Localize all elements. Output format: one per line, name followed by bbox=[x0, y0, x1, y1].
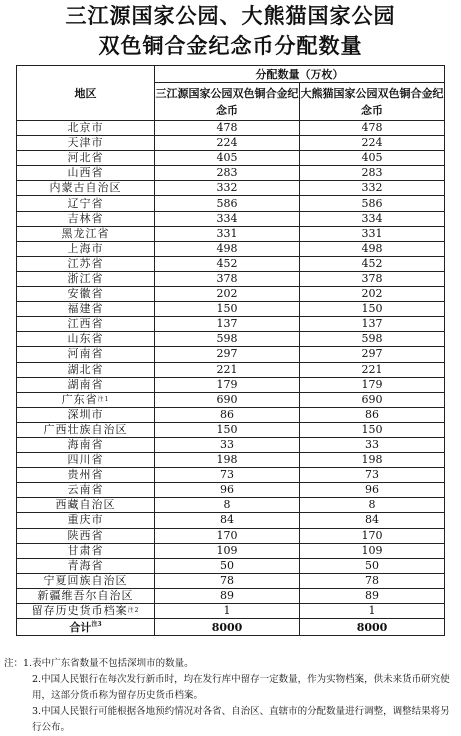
footnotes bbox=[4, 656, 459, 736]
giant-panda-quantity-cell: 405 bbox=[300, 151, 445, 166]
region-name: 河南省 bbox=[67, 347, 104, 361]
giant-panda-quantity-cell: 331 bbox=[300, 226, 445, 241]
region-cell bbox=[17, 453, 155, 468]
region-cell bbox=[17, 498, 155, 513]
sanjiangyuan-quantity-cell: 50 bbox=[155, 558, 300, 573]
sanjiangyuan-quantity-cell: 202 bbox=[155, 287, 300, 302]
region-name: 山东省 bbox=[67, 332, 104, 346]
footnote-1 bbox=[4, 656, 459, 672]
table-row bbox=[17, 604, 445, 619]
giant-panda-quantity-cell: 198 bbox=[300, 453, 445, 468]
footnote-marker: 注2 bbox=[127, 607, 140, 615]
region-name: 广西壮族自治区 bbox=[43, 422, 128, 436]
giant-panda-quantity-cell: 334 bbox=[300, 211, 445, 226]
sanjiangyuan-quantity-cell: 221 bbox=[155, 362, 300, 377]
footnote-prefix: 注： bbox=[4, 658, 24, 669]
sanjiangyuan-quantity-cell: 498 bbox=[155, 241, 300, 256]
region-cell bbox=[17, 558, 155, 573]
region-name: 湖南省 bbox=[67, 377, 104, 391]
region-cell bbox=[17, 287, 155, 302]
table-row bbox=[17, 226, 445, 241]
region-cell bbox=[17, 437, 155, 452]
page-title-line2: 双色铜合金纪念币分配数量 bbox=[98, 34, 363, 58]
table-row bbox=[17, 498, 445, 513]
region-cell bbox=[17, 271, 155, 286]
table-row bbox=[17, 468, 445, 483]
table-row bbox=[17, 271, 445, 286]
table-row bbox=[17, 166, 445, 181]
region-name: 湖北省 bbox=[67, 362, 104, 376]
giant-panda-quantity-cell: 690 bbox=[300, 392, 445, 407]
region-cell bbox=[17, 256, 155, 271]
allocation-table bbox=[16, 65, 445, 636]
giant-panda-quantity-cell: 586 bbox=[300, 196, 445, 211]
sanjiangyuan-quantity-cell: 586 bbox=[155, 196, 300, 211]
region-name: 云南省 bbox=[67, 483, 104, 497]
giant-panda-quantity-cell: 478 bbox=[300, 121, 445, 136]
region-cell bbox=[17, 604, 155, 619]
sanjiangyuan-quantity-cell: 331 bbox=[155, 226, 300, 241]
region-name: 陕西省 bbox=[67, 528, 104, 542]
sanjiangyuan-quantity-cell: 137 bbox=[155, 317, 300, 332]
footnote-3 bbox=[4, 704, 459, 736]
region-name: 西藏自治区 bbox=[55, 498, 116, 512]
giant-panda-quantity-cell: 84 bbox=[300, 513, 445, 528]
table-row bbox=[17, 588, 445, 603]
table-row bbox=[17, 437, 445, 452]
sanjiangyuan-quantity-cell: 84 bbox=[155, 513, 300, 528]
table-row bbox=[17, 453, 445, 468]
region-cell bbox=[17, 392, 155, 407]
sanjiangyuan-quantity-cell: 8 bbox=[155, 498, 300, 513]
region-column-header: 地区 bbox=[17, 66, 155, 121]
quantity-group-header: 分配数量（万枚） bbox=[155, 66, 445, 83]
table-body bbox=[17, 121, 445, 636]
giant-panda-quantity-cell: 378 bbox=[300, 271, 445, 286]
table-row bbox=[17, 407, 445, 422]
table-row bbox=[17, 241, 445, 256]
table-row bbox=[17, 287, 445, 302]
giant-panda-quantity-cell: 598 bbox=[300, 332, 445, 347]
giant-panda-quantity-cell: 221 bbox=[300, 362, 445, 377]
table-row bbox=[17, 362, 445, 377]
footnote-marker: 注3 bbox=[91, 621, 102, 629]
region-cell bbox=[17, 226, 155, 241]
region-name: 四川省 bbox=[67, 453, 104, 467]
region-name: 江西省 bbox=[67, 317, 104, 331]
sanjiangyuan-quantity-cell: 224 bbox=[155, 136, 300, 151]
table-row bbox=[17, 422, 445, 437]
region-name: 宁夏回族自治区 bbox=[43, 573, 128, 587]
giant-panda-quantity-cell: 498 bbox=[300, 241, 445, 256]
giant-panda-quantity-cell: 50 bbox=[300, 558, 445, 573]
table-row bbox=[17, 256, 445, 271]
region-name: 上海市 bbox=[67, 241, 104, 255]
sanjiangyuan-quantity-cell: 378 bbox=[155, 271, 300, 286]
giant-panda-quantity-cell: 297 bbox=[300, 347, 445, 362]
giant-panda-quantity-cell: 96 bbox=[300, 483, 445, 498]
table-row bbox=[17, 332, 445, 347]
table-row bbox=[17, 181, 445, 196]
region-cell bbox=[17, 347, 155, 362]
total-row bbox=[17, 619, 445, 636]
giant-panda-quantity-cell: 137 bbox=[300, 317, 445, 332]
table-row bbox=[17, 377, 445, 392]
region-cell bbox=[17, 407, 155, 422]
region-name: 广东省 bbox=[61, 392, 98, 406]
sanjiangyuan-quantity-cell: 150 bbox=[155, 302, 300, 317]
footnote-number: 1. bbox=[23, 658, 33, 669]
sanjiangyuan-quantity-cell: 478 bbox=[155, 121, 300, 136]
table-row bbox=[17, 136, 445, 151]
sanjiangyuan-total-cell: 8000 bbox=[155, 619, 300, 636]
region-cell bbox=[17, 136, 155, 151]
table-row bbox=[17, 392, 445, 407]
page-title-line1: 三江源国家公园、大熊猫国家公园 bbox=[65, 4, 396, 28]
region-cell bbox=[17, 377, 155, 392]
footnote-text: 中国人民银行可能根据各地预约情况对各省、自治区、直辖市的分配数量进行调整，调整结果将另行公布。 bbox=[32, 706, 450, 733]
region-name: 深圳市 bbox=[67, 407, 104, 421]
region-name: 贵州省 bbox=[67, 468, 104, 482]
table-row bbox=[17, 211, 445, 226]
region-name: 浙江省 bbox=[67, 271, 104, 285]
giant-panda-quantity-cell: 283 bbox=[300, 166, 445, 181]
region-name: 内蒙古自治区 bbox=[49, 181, 122, 195]
giant-panda-quantity-cell: 332 bbox=[300, 181, 445, 196]
giant-panda-quantity-cell: 73 bbox=[300, 468, 445, 483]
region-cell bbox=[17, 151, 155, 166]
region-name: 重庆市 bbox=[67, 513, 104, 527]
sanjiangyuan-quantity-cell: 73 bbox=[155, 468, 300, 483]
sanjiangyuan-quantity-cell: 283 bbox=[155, 166, 300, 181]
region-cell bbox=[17, 543, 155, 558]
giant-panda-quantity-cell: 89 bbox=[300, 588, 445, 603]
sanjiangyuan-quantity-cell: 1 bbox=[155, 604, 300, 619]
giant-panda-quantity-cell: 452 bbox=[300, 256, 445, 271]
sanjiangyuan-quantity-cell: 78 bbox=[155, 573, 300, 588]
region-name: 青海省 bbox=[67, 558, 104, 572]
region-name: 河北省 bbox=[67, 151, 104, 165]
sanjiangyuan-quantity-cell: 96 bbox=[155, 483, 300, 498]
sanjiangyuan-quantity-cell: 452 bbox=[155, 256, 300, 271]
region-cell bbox=[17, 483, 155, 498]
sanjiangyuan-quantity-cell: 297 bbox=[155, 347, 300, 362]
region-cell bbox=[17, 468, 155, 483]
region-name: 吉林省 bbox=[67, 211, 104, 225]
footnote-2 bbox=[4, 672, 459, 704]
region-name: 北京市 bbox=[67, 121, 104, 135]
region-name: 福建省 bbox=[67, 302, 104, 316]
region-cell bbox=[17, 362, 155, 377]
sanjiangyuan-quantity-cell: 89 bbox=[155, 588, 300, 603]
region-name: 黑龙江省 bbox=[61, 226, 110, 240]
footnote-text: 中国人民银行在每次发行新币时，均在发行库中留存一定数量，作为实物档案，供未来货币研究使用，这部分货币称为留存历史货币档案。 bbox=[32, 674, 450, 701]
region-cell bbox=[17, 528, 155, 543]
sanjiangyuan-quantity-cell: 690 bbox=[155, 392, 300, 407]
sanjiangyuan-quantity-cell: 179 bbox=[155, 377, 300, 392]
region-cell bbox=[17, 302, 155, 317]
table-row bbox=[17, 483, 445, 498]
giant-panda-column-header: 大熊猫国家公园双色铜合金纪念币 bbox=[300, 83, 445, 121]
giant-panda-quantity-cell: 202 bbox=[300, 287, 445, 302]
region-cell bbox=[17, 196, 155, 211]
table-row bbox=[17, 528, 445, 543]
sanjiangyuan-quantity-cell: 332 bbox=[155, 181, 300, 196]
footnote-number: 3. bbox=[32, 706, 42, 717]
footnote-text: 表中广东省数量不包括深圳市的数量。 bbox=[32, 658, 194, 669]
table-row bbox=[17, 121, 445, 136]
region-cell bbox=[17, 241, 155, 256]
giant-panda-quantity-cell: 224 bbox=[300, 136, 445, 151]
region-cell bbox=[17, 513, 155, 528]
total-label-cell bbox=[17, 619, 155, 636]
table-row bbox=[17, 543, 445, 558]
sanjiangyuan-quantity-cell: 33 bbox=[155, 437, 300, 452]
table-row bbox=[17, 513, 445, 528]
sanjiangyuan-quantity-cell: 334 bbox=[155, 211, 300, 226]
sanjiangyuan-quantity-cell: 405 bbox=[155, 151, 300, 166]
table-row bbox=[17, 573, 445, 588]
sanjiangyuan-quantity-cell: 598 bbox=[155, 332, 300, 347]
region-name: 江苏省 bbox=[67, 256, 104, 270]
giant-panda-quantity-cell: 150 bbox=[300, 302, 445, 317]
giant-panda-quantity-cell: 78 bbox=[300, 573, 445, 588]
region-name: 天津市 bbox=[67, 136, 104, 150]
sanjiangyuan-quantity-cell: 170 bbox=[155, 528, 300, 543]
giant-panda-total-cell: 8000 bbox=[300, 619, 445, 636]
region-name: 山西省 bbox=[67, 166, 104, 180]
region-name: 安徽省 bbox=[67, 287, 104, 301]
giant-panda-quantity-cell: 1 bbox=[300, 604, 445, 619]
region-cell bbox=[17, 422, 155, 437]
region-cell bbox=[17, 332, 155, 347]
giant-panda-quantity-cell: 109 bbox=[300, 543, 445, 558]
region-name: 甘肃省 bbox=[67, 543, 104, 557]
giant-panda-quantity-cell: 8 bbox=[300, 498, 445, 513]
region-cell bbox=[17, 211, 155, 226]
sanjiangyuan-quantity-cell: 150 bbox=[155, 422, 300, 437]
giant-panda-quantity-cell: 170 bbox=[300, 528, 445, 543]
region-cell bbox=[17, 573, 155, 588]
sanjiangyuan-quantity-cell: 198 bbox=[155, 453, 300, 468]
total-label: 合计 bbox=[69, 621, 92, 635]
giant-panda-quantity-cell: 86 bbox=[300, 407, 445, 422]
table-row bbox=[17, 302, 445, 317]
giant-panda-quantity-cell: 150 bbox=[300, 422, 445, 437]
table-row bbox=[17, 196, 445, 211]
region-name: 新疆维吾尔自治区 bbox=[37, 588, 134, 602]
table-row bbox=[17, 317, 445, 332]
sanjiangyuan-quantity-cell: 109 bbox=[155, 543, 300, 558]
footnote-number: 2. bbox=[32, 674, 42, 685]
footnote-marker: 注1 bbox=[97, 395, 110, 403]
region-name: 留存历史货币档案 bbox=[31, 604, 128, 618]
region-name: 辽宁省 bbox=[67, 196, 104, 210]
region-cell bbox=[17, 121, 155, 136]
region-cell bbox=[17, 181, 155, 196]
giant-panda-quantity-cell: 33 bbox=[300, 437, 445, 452]
table-row bbox=[17, 151, 445, 166]
region-cell bbox=[17, 588, 155, 603]
sanjiangyuan-quantity-cell: 86 bbox=[155, 407, 300, 422]
table-row bbox=[17, 347, 445, 362]
region-name: 海南省 bbox=[67, 438, 104, 452]
giant-panda-quantity-cell: 179 bbox=[300, 377, 445, 392]
region-cell bbox=[17, 166, 155, 181]
region-cell bbox=[17, 317, 155, 332]
table-row bbox=[17, 558, 445, 573]
sanjiangyuan-column-header: 三江源国家公园双色铜合金纪念币 bbox=[155, 83, 300, 121]
